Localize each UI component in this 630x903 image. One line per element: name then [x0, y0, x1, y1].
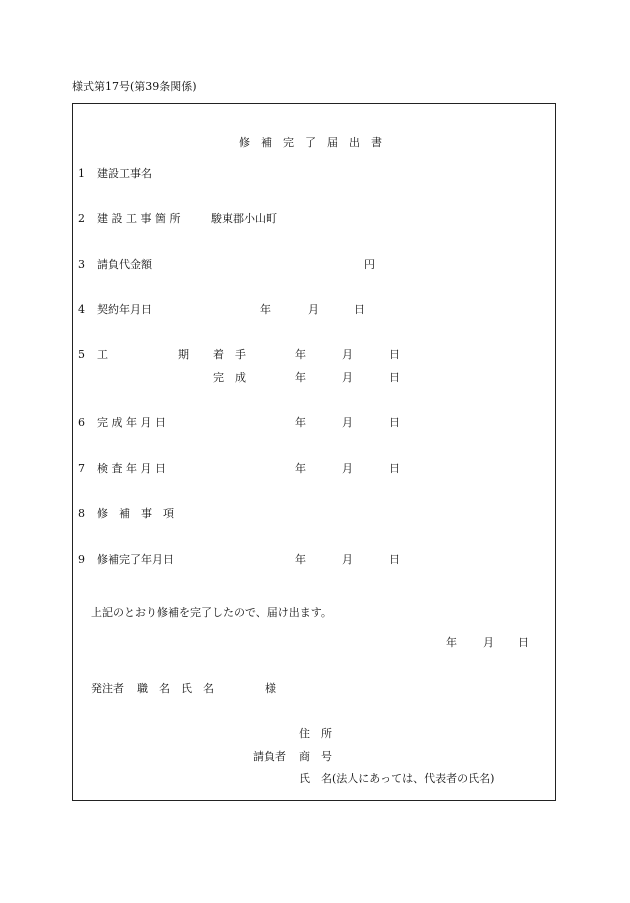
- item-5-label-b: 期: [178, 348, 189, 361]
- item-9-number: 9: [78, 553, 85, 566]
- item-5-number: 5: [78, 348, 85, 361]
- item-4-month: 月: [308, 303, 319, 316]
- item-1-number: 1: [78, 167, 85, 180]
- statement: 上記のとおり修補を完了したので、届け出ます。: [91, 606, 332, 619]
- item-5-start-year: 年: [295, 348, 306, 361]
- addressee-title-name: 職 名 氏 名: [137, 682, 214, 695]
- date-month: 月: [483, 636, 494, 649]
- contractor-name: 氏 名(法人にあっては、代表者の氏名): [299, 772, 495, 785]
- item-4-day: 日: [354, 303, 365, 316]
- item-7-year: 年: [295, 462, 306, 475]
- item-1-label: 建設工事名: [97, 167, 152, 180]
- addressee-honorific: 様: [265, 682, 276, 695]
- item-6-day: 日: [389, 416, 400, 429]
- item-9-month: 月: [342, 553, 353, 566]
- addressee-label: 発注者: [91, 682, 124, 695]
- item-5-complete-month: 月: [342, 371, 353, 384]
- item-6-month: 月: [342, 416, 353, 429]
- item-4-number: 4: [78, 303, 85, 316]
- item-5-start-day: 日: [389, 348, 400, 361]
- contractor-label: 請負者: [253, 750, 286, 763]
- item-7-label: 検 査 年 月 日: [97, 462, 166, 475]
- item-7-month: 月: [342, 462, 353, 475]
- contractor-address: 住 所: [299, 727, 332, 740]
- item-3-label: 請負代金額: [97, 258, 152, 271]
- item-8-number: 8: [78, 507, 85, 520]
- contractor-trade-name: 商 号: [299, 750, 332, 763]
- item-5-label-a: 工: [97, 348, 108, 361]
- item-9-label: 修補完了年月日: [97, 553, 174, 566]
- item-3-number: 3: [78, 258, 85, 271]
- notification-form: [72, 103, 556, 801]
- item-2-number: 2: [78, 212, 85, 225]
- item-7-number: 7: [78, 462, 85, 475]
- item-6-label: 完 成 年 月 日: [97, 416, 166, 429]
- item-4-year: 年: [260, 303, 271, 316]
- item-7-day: 日: [389, 462, 400, 475]
- item-5-start-month: 月: [342, 348, 353, 361]
- item-9-year: 年: [295, 553, 306, 566]
- item-3-unit: 円: [364, 258, 375, 271]
- form-title: 修 補 完 了 届 出 書: [239, 136, 382, 149]
- date-day: 日: [518, 636, 529, 649]
- item-9-day: 日: [389, 553, 400, 566]
- item-6-year: 年: [295, 416, 306, 429]
- item-5-complete-day: 日: [389, 371, 400, 384]
- item-5-complete: 完 成: [213, 371, 246, 384]
- date-year: 年: [446, 636, 457, 649]
- item-2-value: 駿東郡小山町: [211, 212, 277, 225]
- item-6-number: 6: [78, 416, 85, 429]
- item-4-label: 契約年月日: [97, 303, 152, 316]
- item-5-complete-year: 年: [295, 371, 306, 384]
- item-2-label: 建 設 工 事 箇 所: [97, 212, 181, 225]
- item-5-start: 着 手: [213, 348, 246, 361]
- form-number: 様式第17号(第39条関係): [72, 80, 197, 93]
- item-8-label: 修 補 事 項: [97, 507, 174, 520]
